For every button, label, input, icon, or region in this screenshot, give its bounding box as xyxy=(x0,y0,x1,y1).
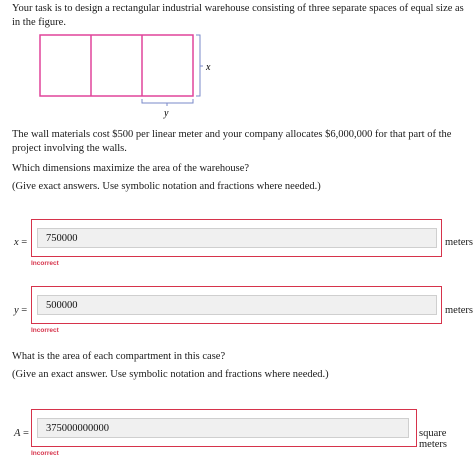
y-answer-label xyxy=(14,305,27,316)
problem-intro: Your task is to design a rectangular industrial warehouse consisting of three separate spaces of equal size as in the figure. xyxy=(12,3,464,28)
problem-description: The wall materials cost $500 per linear meter and your company allocates $6,000,000 for that part of the project involving the walls. xyxy=(12,129,452,154)
a-var: A xyxy=(14,428,21,439)
warehouse-outline xyxy=(40,35,193,96)
warehouse-figure xyxy=(38,30,228,122)
answer-guidance-2: (Give an exact answer. Use symbolic notation and fractions where needed.) xyxy=(12,369,329,380)
x-unit: meters xyxy=(445,237,473,248)
question-dimensions: Which dimensions maximize the area of the warehouse? xyxy=(12,163,250,174)
a-unit: square meters xyxy=(419,428,447,450)
x-equals: = xyxy=(18,237,28,248)
question-area: What is the area of each compartment in this case? xyxy=(12,351,226,362)
a-status-incorrect: Incorrect xyxy=(31,450,59,457)
a-answer-box xyxy=(31,409,417,447)
x-bracket xyxy=(196,35,203,96)
y-bracket xyxy=(142,99,193,106)
x-answer-box xyxy=(31,219,442,257)
y-status-incorrect: Incorrect xyxy=(31,327,59,334)
x-status-incorrect: Incorrect xyxy=(31,260,59,267)
y-label: y xyxy=(164,108,169,119)
x-answer-input[interactable]: 750000 xyxy=(37,228,437,248)
a-answer-label xyxy=(14,428,29,439)
answer-guidance-1: (Give exact answers. Use symbolic notation and fractions where needed.) xyxy=(12,181,321,192)
x-label: x xyxy=(206,62,211,73)
a-equals: = xyxy=(20,428,29,439)
y-answer-input[interactable]: 500000 xyxy=(37,295,437,315)
y-equals: = xyxy=(18,305,28,316)
y-answer-box xyxy=(31,286,442,324)
y-var: y xyxy=(14,305,19,316)
y-unit: meters xyxy=(445,305,473,316)
x-var: x xyxy=(14,237,19,248)
x-answer-label xyxy=(14,237,27,248)
a-answer-input[interactable]: 375000000000 xyxy=(37,418,409,438)
